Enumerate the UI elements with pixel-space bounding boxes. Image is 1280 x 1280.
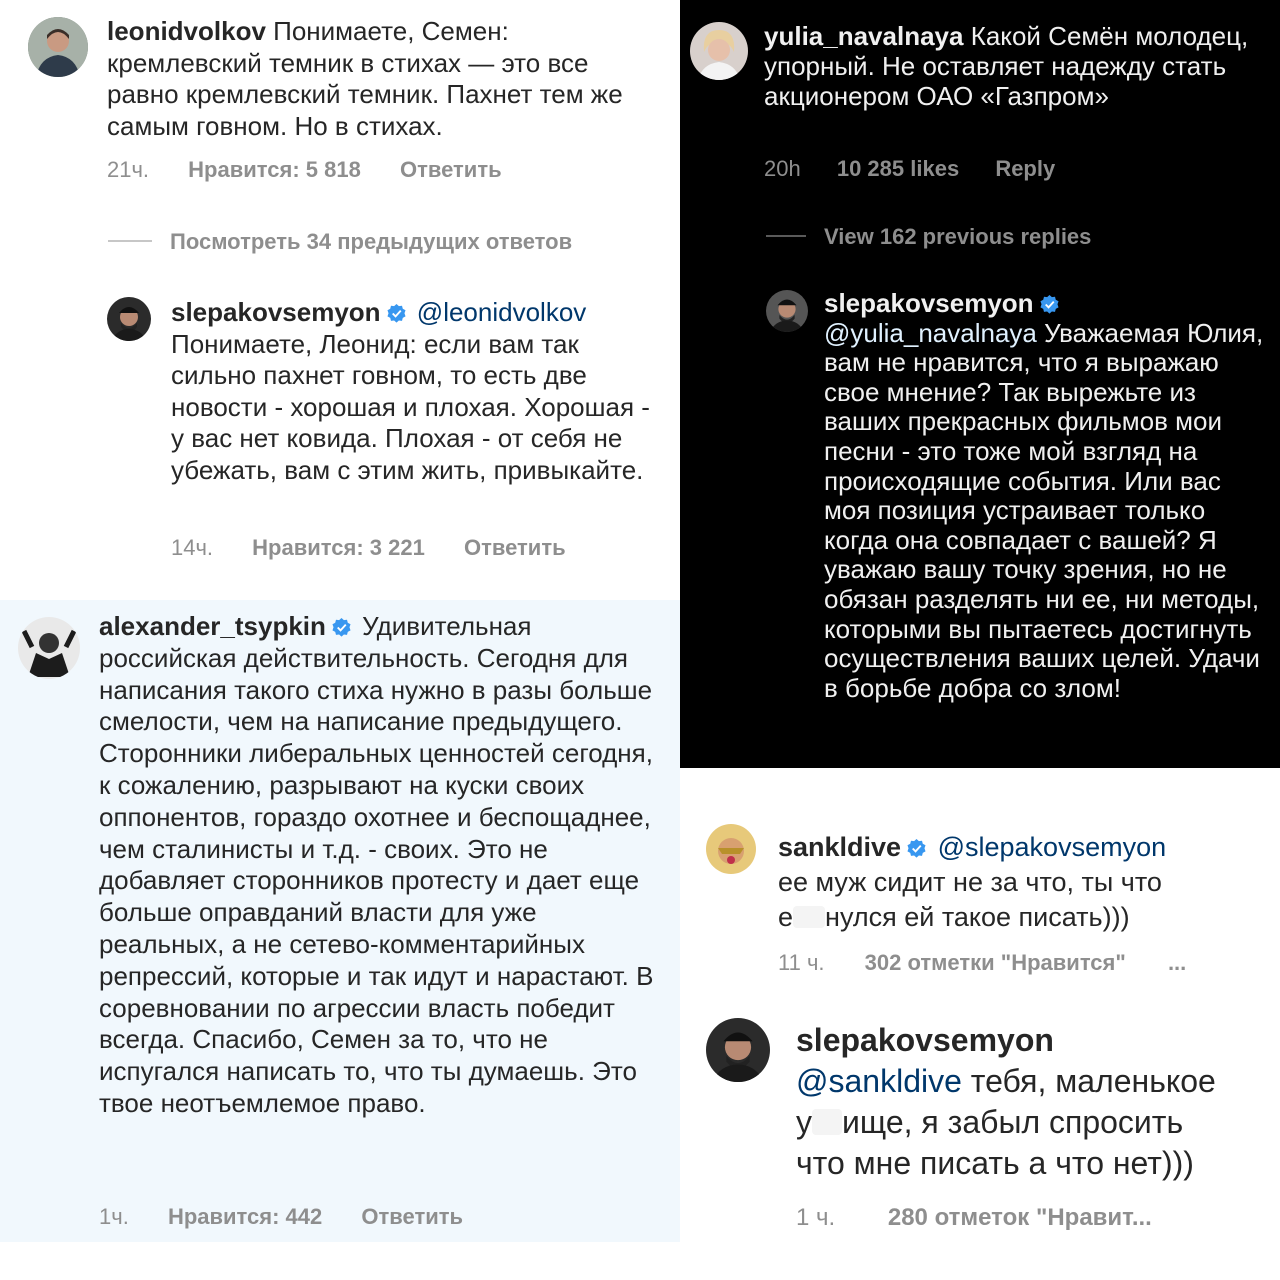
comment-username[interactable]: slepakovsemyon <box>796 1022 1054 1058</box>
reply-text: Уважаемая Юлия, вам не нравится, что я выражаю свое мнение? Так вырежьте из ваших прекрасных фильмов мои песни - это тоже мой взгляд на происходящие события. Или вас моя позиция устраивает только когда она совпадает с вашей? Я уважаю вашу точку зрения, но не обязан разделять ни ее, ни методы, которыми вы пытаетесь достигнуть осуществления ваших целей. Удачи в борьбе добра со злом! <box>824 317 1264 703</box>
comment-thread-volkov <box>0 0 680 600</box>
likes-count[interactable]: 10 285 likes <box>836 156 960 181</box>
reply-button[interactable]: Reply <box>995 156 1056 181</box>
mention-link[interactable]: @leonidvolkov <box>416 297 587 327</box>
comment-time: 1ч. <box>99 1204 129 1229</box>
comment-thread-navalnaya <box>680 0 1280 768</box>
comment-username[interactable]: alexander_tsypkin <box>99 611 326 641</box>
view-replies-button[interactable]: View 162 previous replies <box>824 224 1092 249</box>
reply-text-line: тебя, маленькое <box>970 1063 1216 1099</box>
comment-time: 11 ч. <box>778 950 825 975</box>
verified-badge-icon <box>387 304 406 323</box>
mention-link[interactable]: @yulia_navalnaya <box>824 317 1037 348</box>
comment-username[interactable]: slepakovsemyon <box>171 297 381 327</box>
comment-meta <box>99 1204 463 1230</box>
comment-text: Понимаете, Семен: кремлевский темник в стихах — это все равно кремлевский темник. Пахнет тем же самым говном. Но в стихах. <box>107 16 623 141</box>
comment-username[interactable]: slepakovsemyon <box>824 288 1034 318</box>
mention-link[interactable]: @slepakovsemyon <box>937 832 1167 862</box>
comment-time: 1 ч. <box>796 1204 836 1231</box>
comment-text-line: нулся ей такое писать))) <box>825 902 1130 932</box>
comment-meta <box>778 950 1186 976</box>
avatar[interactable] <box>706 1018 770 1082</box>
comment-body <box>99 611 659 1120</box>
comment-text-line: е <box>778 902 794 932</box>
reply-button[interactable]: Ответить <box>361 1204 464 1229</box>
verified-badge-icon <box>1040 295 1059 314</box>
verified-badge-icon <box>332 618 351 637</box>
avatar[interactable] <box>706 824 756 874</box>
reply-button[interactable]: Ответить <box>399 157 502 182</box>
more-options-button[interactable]: ... <box>1167 950 1187 975</box>
reply-text: Понимаете, Леонид: если вам так сильно пахнет говном, то есть две новости - хорошая и плохая. Хорошая - у вас нет ковида. Плохая - от себя не убежать, вам с этим жить, привыкайте. <box>171 328 650 485</box>
reply-meta <box>796 1204 1152 1232</box>
verified-badge-icon <box>907 839 926 858</box>
reply-body <box>171 297 656 486</box>
view-replies-button[interactable]: Посмотреть 34 предыдущих ответов <box>170 229 573 254</box>
reply-button[interactable]: Ответить <box>463 535 566 560</box>
reply-text-line: ище, я забыл спросить <box>842 1104 1184 1140</box>
reply-body <box>824 289 1274 703</box>
comment-meta <box>764 156 1055 182</box>
avatar[interactable] <box>766 290 808 332</box>
avatar[interactable] <box>690 22 748 80</box>
comment-thread-tsypkin <box>0 600 680 1242</box>
comment-text: Удивительная российская действительность. Сегодня для написания такого стиха нужно в разы больше смелости, чем на написание предыдущего. Сторонники либеральных ценностей сегодня, к сожалению, разрывают на куски своих оппонентов, гораздо охотнее и беспощаднее, чем сталинисты и т.д. - своих. Это не добавляет сторонников протесту и дает еще больше оправданий власти для уже реальных, а не сетево-комментарийных репрессий, которые и так идут и нарастают. В соревновании по агрессии власть победит всегда. Спасибо, Семен за то, что не испугался написать то, что ты думаешь. Это твое неотъемлемое право. <box>99 611 654 1118</box>
censor-blur <box>812 1109 842 1135</box>
avatar[interactable] <box>18 617 80 679</box>
avatar[interactable] <box>28 17 88 77</box>
comment-body <box>778 830 1268 935</box>
replies-divider <box>766 235 806 237</box>
comment-text: Какой Семён молодец, упорный. Не оставляет надежду стать акционером ОАО «Газпром» <box>764 21 1249 111</box>
comment-time: 14ч. <box>171 535 214 560</box>
comment-username[interactable]: yulia_navalnaya <box>764 21 964 51</box>
reply-body <box>796 1020 1276 1184</box>
avatar[interactable] <box>107 297 151 341</box>
comment-meta <box>107 157 502 183</box>
comment-time: 21ч. <box>107 157 150 182</box>
comment-username[interactable]: leonidvolkov <box>107 16 266 46</box>
comment-text-line: ее муж сидит не за что, ты что <box>778 867 1162 897</box>
comment-username[interactable]: sankldive <box>778 832 902 862</box>
comment-time: 20h <box>764 156 801 181</box>
reply-meta <box>171 535 566 561</box>
replies-divider <box>108 240 152 242</box>
comment-body <box>107 16 652 142</box>
censor-blur <box>793 906 825 928</box>
likes-count[interactable]: Нравится: 3 221 <box>252 535 425 560</box>
likes-count[interactable]: 302 отметки "Нравится" <box>864 950 1126 975</box>
comment-thread-sankldive <box>680 768 1280 1242</box>
comment-body <box>764 21 1254 111</box>
likes-count[interactable]: Нравится: 5 818 <box>188 157 361 182</box>
reply-text-line: у <box>796 1104 812 1140</box>
likes-count[interactable]: Нравится: 442 <box>167 1204 323 1229</box>
reply-text-line: что мне писать а что нет))) <box>796 1145 1194 1181</box>
mention-link[interactable]: @sankldive <box>796 1063 962 1099</box>
likes-count[interactable]: 280 отметок "Нравит... <box>887 1204 1152 1231</box>
